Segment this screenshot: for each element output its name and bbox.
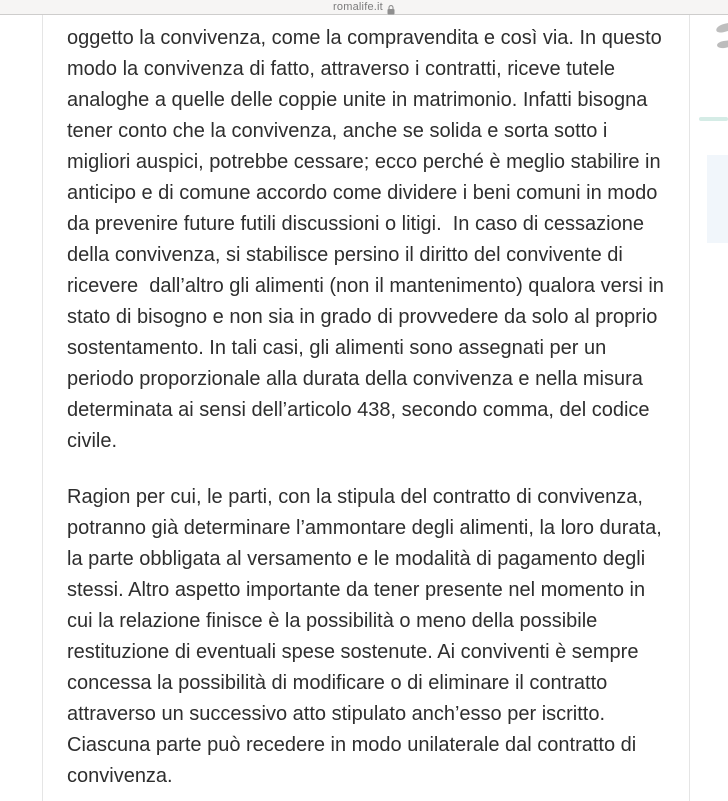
browser-address-bar[interactable] (0, 0, 728, 15)
sidebar-partial-icon-second (717, 40, 728, 49)
article-content (42, 15, 690, 801)
article-paragraph-2: Ragion per cui, le parti, con la stipula del contratto di convivenza, potranno già determinare l’ammontare degli alimenti, la loro durata, la parte obbligata al versamento e le modalità di pagamento degli stessi. Altro aspetto importante da tener presente nel momento in cui la relazione finisce è la possibilità o meno della possibile restituzione di eventuali spese sostenute. Ai conviventi è sempre concessa la possibilità di modificare o di eliminare il contratto attraverso un successivo atto stipulato anch’esso per iscritto. Ciascuna parte può recedere in modo unilaterale dal contratto di convivenza. (67, 486, 668, 787)
sidebar-teal-accent-line (699, 117, 728, 121)
article-text-block (43, 23, 689, 792)
sidebar-partial-icon-top (715, 22, 728, 33)
article-paragraph-1: oggetto la convivenza, come la compravendita e così via. In questo modo la convivenza di fatto, attraverso i contratti, riceve tutele analoghe a quelle delle coppie unite in matrimonio. Infatti bisogna tener conto che la convivenza, anche se solida e sorta sotto i migliori auspici, potrebbe cessare; ecco perché è meglio stabilire in anticipo e di comune accordo come dividere i beni comuni in modo da prevenire future futili discussioni o litigi. In caso di cessazione della convivenza, si stabilisce persino il diritto del convivente di ricevere dall’altro gli alimenti (non il mantenimento) qualora versi in stato di bisogno e non sia in grado di provvedere da solo al proprio sostentamento. In tali casi, gli alimenti sono assegnati per un periodo proporzionale alla durata della convivenza e nella misura determinata ai sensi dell’articolo 438, secondo comma, del codice civile. (67, 27, 670, 452)
sidebar-blue-panel-fragment (707, 155, 728, 243)
lock-icon (387, 2, 395, 12)
address-url: romalife.it (333, 0, 383, 13)
